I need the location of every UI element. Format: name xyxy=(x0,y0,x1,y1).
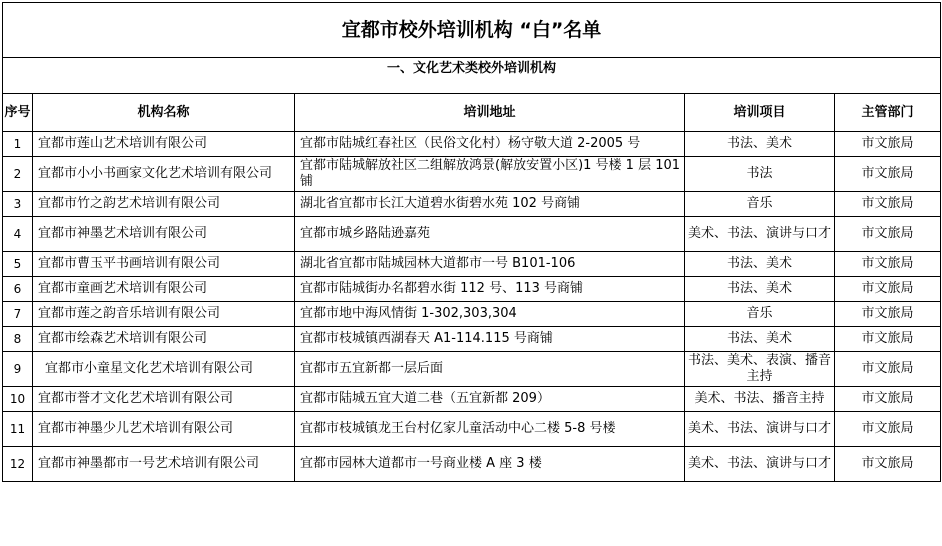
training-project: 书法、美术 xyxy=(685,132,835,157)
training-project: 书法、美术 xyxy=(685,327,835,352)
department: 市文旅局 xyxy=(835,132,941,157)
training-project: 美术、书法、演讲与口才 xyxy=(685,447,835,482)
org-address: 宜都市陆城解放社区二组解放鸿景(解放安置小区)1 号楼 1 层 101 铺 xyxy=(295,157,685,192)
department: 市文旅局 xyxy=(835,302,941,327)
department: 市文旅局 xyxy=(835,447,941,482)
training-project: 美术、书法、演讲与口才 xyxy=(685,217,835,252)
department: 市文旅局 xyxy=(835,217,941,252)
table-row xyxy=(3,352,941,387)
org-name: 宜都市神墨少儿艺术培训有限公司 xyxy=(33,412,295,447)
header-address: 培训地址 xyxy=(295,94,685,132)
header-name: 机构名称 xyxy=(33,94,295,132)
page-title: 宜都市校外培训机构 “白”名单 xyxy=(3,3,941,58)
row-number: 8 xyxy=(3,327,33,352)
org-address: 宜都市枝城镇龙王台村亿家儿童活动中心二楼 5-8 号楼 xyxy=(295,412,685,447)
row-number: 5 xyxy=(3,252,33,277)
org-address: 湖北省宜都市陆城园林大道都市一号 B101-106 xyxy=(295,252,685,277)
table-row xyxy=(3,387,941,412)
department: 市文旅局 xyxy=(835,192,941,217)
department: 市文旅局 xyxy=(835,412,941,447)
table-header-row xyxy=(3,94,941,132)
header-num: 序号 xyxy=(3,94,33,132)
org-name: 宜都市曹玉平书画培训有限公司 xyxy=(33,252,295,277)
org-name: 宜都市童画艺术培训有限公司 xyxy=(33,277,295,302)
table-row xyxy=(3,277,941,302)
org-address: 宜都市五宜新都一层后面 xyxy=(295,352,685,387)
table-row xyxy=(3,217,941,252)
org-address: 宜都市陆城五宜大道二巷（五宜新都 209） xyxy=(295,387,685,412)
training-project: 美术、书法、播音主持 xyxy=(685,387,835,412)
department: 市文旅局 xyxy=(835,352,941,387)
org-address: 宜都市地中海风情街 1-302,303,304 xyxy=(295,302,685,327)
row-number: 6 xyxy=(3,277,33,302)
org-address: 湖北省宜都市长江大道碧水街碧水苑 102 号商铺 xyxy=(295,192,685,217)
org-name: 宜都市誉才文化艺术培训有限公司 xyxy=(33,387,295,412)
row-number: 9 xyxy=(3,352,33,387)
table-row xyxy=(3,252,941,277)
department: 市文旅局 xyxy=(835,327,941,352)
row-number: 11 xyxy=(3,412,33,447)
section-heading: 一、文化艺术类校外培训机构 xyxy=(3,58,941,94)
table-row xyxy=(3,327,941,352)
training-project: 美术、书法、演讲与口才 xyxy=(685,412,835,447)
org-address: 宜都市陆城街办名都碧水街 112 号、113 号商铺 xyxy=(295,277,685,302)
org-name: 宜都市绘森艺术培训有限公司 xyxy=(33,327,295,352)
org-name: 宜都市神墨都市一号艺术培训有限公司 xyxy=(33,447,295,482)
org-name: 宜都市小童星文化艺术培训有限公司 xyxy=(33,352,295,387)
department: 市文旅局 xyxy=(835,387,941,412)
org-name: 宜都市竹之韵艺术培训有限公司 xyxy=(33,192,295,217)
table-row xyxy=(3,412,941,447)
table-row xyxy=(3,302,941,327)
row-number: 2 xyxy=(3,157,33,192)
org-address: 宜都市园林大道都市一号商业楼 A 座 3 楼 xyxy=(295,447,685,482)
table-row xyxy=(3,132,941,157)
department: 市文旅局 xyxy=(835,157,941,192)
org-name: 宜都市小小书画家文化艺术培训有限公司 xyxy=(33,157,295,192)
header-department: 主管部门 xyxy=(835,94,941,132)
row-number: 1 xyxy=(3,132,33,157)
training-project: 音乐 xyxy=(685,302,835,327)
row-number: 10 xyxy=(3,387,33,412)
table-row xyxy=(3,192,941,217)
training-project: 书法、美术、表演、播音主持 xyxy=(685,352,835,387)
header-project: 培训项目 xyxy=(685,94,835,132)
table-row xyxy=(3,447,941,482)
org-name: 宜都市莲山艺术培训有限公司 xyxy=(33,132,295,157)
table-row xyxy=(3,157,941,192)
department: 市文旅局 xyxy=(835,252,941,277)
org-name: 宜都市神墨艺术培训有限公司 xyxy=(33,217,295,252)
row-number: 12 xyxy=(3,447,33,482)
row-number: 7 xyxy=(3,302,33,327)
row-number: 3 xyxy=(3,192,33,217)
training-project: 书法 xyxy=(685,157,835,192)
row-number: 4 xyxy=(3,217,33,252)
org-address: 宜都市城乡路陆逊嘉苑 xyxy=(295,217,685,252)
training-project: 书法、美术 xyxy=(685,252,835,277)
training-project: 音乐 xyxy=(685,192,835,217)
org-name: 宜都市莲之韵音乐培训有限公司 xyxy=(33,302,295,327)
department: 市文旅局 xyxy=(835,277,941,302)
org-address: 宜都市枝城镇西湖春天 A1-114.115 号商铺 xyxy=(295,327,685,352)
org-address: 宜都市陆城红春社区（民俗文化村）杨守敬大道 2-2005 号 xyxy=(295,132,685,157)
training-project: 书法、美术 xyxy=(685,277,835,302)
whitelist-table xyxy=(2,2,941,482)
